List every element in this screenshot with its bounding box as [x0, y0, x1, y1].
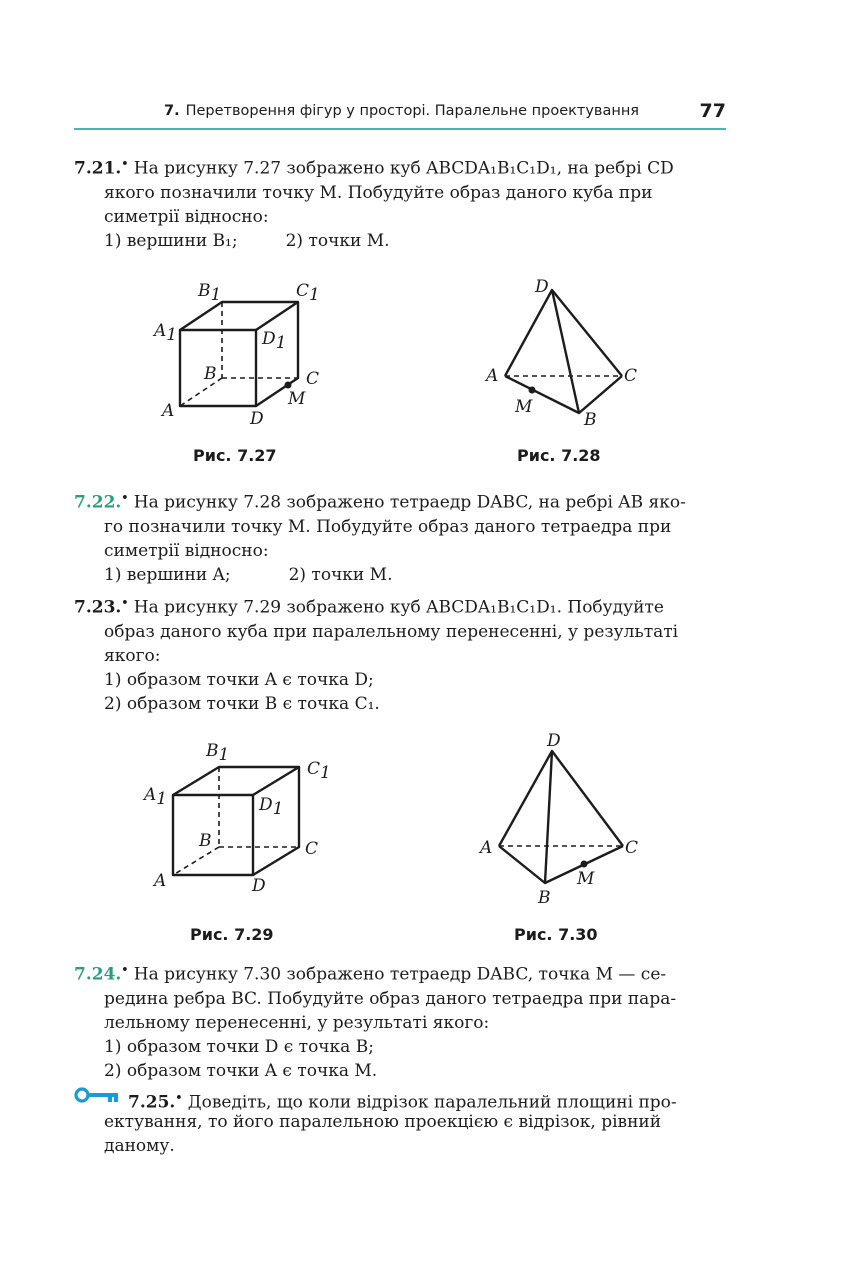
chapter-title — [164, 103, 639, 119]
label-d: D — [535, 277, 549, 297]
figure-7-27 — [150, 272, 350, 437]
label-d: D — [250, 409, 264, 429]
problem-item: 2) точки M. — [288, 564, 393, 585]
problem-item: 1) вершини A; — [104, 564, 231, 585]
page-header — [74, 100, 726, 128]
problem-line: редина ребра BC. Побудуйте образ даного тетраедра при пара- — [104, 988, 677, 1009]
problem-item: 2) образом точки A є точка M. — [104, 1060, 378, 1081]
figure-7-30 — [475, 728, 650, 913]
label-a: A — [154, 871, 167, 891]
problem-line: лельному перенесенні, у результаті якого: — [104, 1012, 490, 1033]
label-a: A — [486, 366, 499, 386]
problem-line: якого позначили точку M. Побудуйте образ даного куба при — [104, 182, 653, 203]
problem-item: 2) образом точки B є точка C₁. — [104, 693, 380, 714]
label-a: A — [480, 838, 493, 858]
problem-7-23 — [74, 591, 729, 716]
problem-number: 7.22. — [74, 492, 122, 513]
label-c1: C1 — [296, 281, 320, 305]
cube-front-face — [180, 330, 256, 406]
problem-number: 7.24. — [74, 964, 122, 985]
problem-7-24 — [74, 958, 729, 1083]
chapter-title-text: Перетворення фігур у просторі. Паралельне проектування — [185, 103, 640, 119]
figure-7-28 — [480, 272, 650, 437]
label-c: C — [625, 838, 639, 858]
cube-hidden-edge — [173, 847, 219, 875]
problem-line: 7.25.• Доведіть, що коли відрізок паралельний площині про- — [128, 1091, 677, 1113]
figure-caption: Рис. 7.30 — [514, 925, 598, 944]
problem-7-25-cont — [104, 1110, 729, 1158]
problem-item: 1) образом точки D є точка B; — [104, 1036, 374, 1057]
problem-line: симетрії відносно: — [104, 540, 269, 561]
figure-7-29 — [142, 740, 352, 905]
label-c1: C1 — [307, 759, 331, 783]
label-c: C — [305, 839, 319, 859]
label-m: M — [515, 397, 533, 417]
figure-caption: Рис. 7.29 — [190, 925, 274, 944]
label-b: B — [199, 831, 212, 851]
label-m: M — [577, 869, 595, 889]
problem-line: ектування, то його паралельною проекцією є відрізок, рівний — [104, 1112, 662, 1132]
problem-line: 7.21.• На рисунку 7.27 зображено куб ABCDA₁B₁C₁D₁, на ребрі CD — [74, 157, 674, 179]
label-b: B — [204, 364, 217, 384]
chapter-number: 7. — [164, 103, 180, 119]
tetra-edges — [499, 751, 623, 846]
point-m — [581, 861, 588, 868]
label-b1: B1 — [198, 281, 222, 305]
problem-line: 7.24.• На рисунку 7.30 зображено тетраедр DABC, точка M — се- — [74, 963, 667, 985]
problem-line: даному. — [104, 1136, 175, 1156]
problem-item: 1) образом точки A є точка D; — [104, 669, 374, 690]
label-c: C — [624, 366, 638, 386]
cube-top-edges — [180, 302, 298, 330]
problem-line: го позначили точку M. Побудуйте образ даного тетраедра при — [104, 516, 672, 537]
problem-text: Доведіть, що коли відрізок паралельний площині про- — [187, 1092, 677, 1113]
label-d1: D1 — [259, 795, 284, 819]
cube-top-edges — [173, 767, 299, 795]
problem-line: образ даного куба при паралельному перенесенні, у результаті — [104, 621, 679, 642]
label-a1: A1 — [144, 785, 168, 809]
problem-7-21 — [74, 152, 729, 253]
problem-number: 7.25. — [128, 1092, 176, 1113]
label-d: D — [547, 731, 561, 751]
problem-item: 1) вершини B₁; — [104, 230, 238, 251]
point-m — [529, 387, 536, 394]
label-c: C — [306, 369, 320, 389]
problem-number: 7.23. — [74, 597, 122, 618]
problem-line: 7.22.• На рисунку 7.28 зображено тетраедр DABC, на ребрі AB яко- — [74, 491, 686, 513]
label-b: B — [584, 410, 597, 430]
problem-7-22 — [74, 486, 729, 587]
label-b1: B1 — [206, 741, 230, 765]
label-b: B — [538, 888, 551, 908]
problem-line: 7.23.• На рисунку 7.29 зображено куб ABCDA₁B₁C₁D₁. Побудуйте — [74, 596, 664, 618]
problem-text: На рисунку 7.27 зображено куб ABCDA₁B₁C₁D₁, на ребрі CD — [133, 158, 674, 179]
problem-item: 2) точки M. — [285, 230, 390, 251]
label-d1: D1 — [262, 329, 287, 353]
header-divider — [74, 128, 726, 130]
problem-items — [74, 229, 729, 253]
problem-items — [74, 563, 729, 587]
label-d: D — [252, 876, 266, 896]
cube-right-edges — [253, 767, 299, 875]
page-number: 77 — [699, 100, 726, 122]
problem-number: 7.21. — [74, 158, 122, 179]
cube-front-face — [173, 795, 253, 875]
key-icon — [74, 1086, 120, 1106]
point-m — [285, 382, 292, 389]
tetra-edges — [505, 290, 622, 376]
problem-line: якого: — [104, 645, 161, 666]
problem-text: На рисунку 7.28 зображено тетраедр DABC, на ребрі AB яко- — [133, 492, 686, 513]
label-m: M — [288, 389, 306, 409]
figure-caption: Рис. 7.27 — [193, 446, 277, 465]
problem-text: На рисунку 7.29 зображено куб ABCDA₁B₁C₁D₁. Побудуйте — [133, 597, 664, 618]
label-a: A — [162, 401, 175, 421]
label-a1: A1 — [154, 321, 178, 345]
problem-text: На рисунку 7.30 зображено тетраедр DABC, точка M — се- — [133, 964, 667, 985]
problem-line: симетрії відносно: — [104, 206, 269, 227]
figure-caption: Рис. 7.28 — [517, 446, 601, 465]
